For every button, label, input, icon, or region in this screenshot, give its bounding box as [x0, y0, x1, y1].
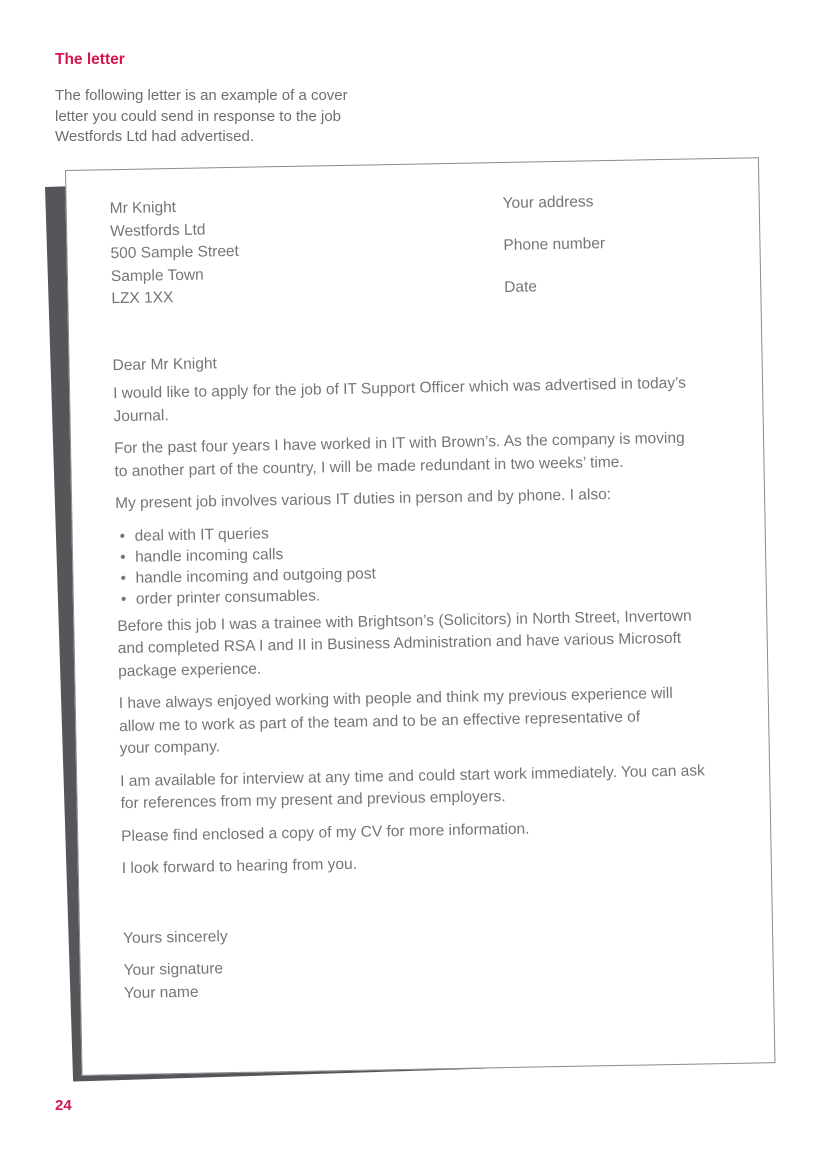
paragraph [122, 847, 741, 881]
paragraph-line: to another part of the country, I will be made redundant in two weeks’ time. [114, 453, 624, 480]
paragraph-line: I would like to apply for the job of IT Support Officer which was advertised in today’s [112, 374, 687, 403]
paragraph [117, 604, 737, 683]
bullet-item: • handle incoming calls [120, 535, 735, 567]
paragraph [114, 427, 734, 483]
paragraph-line: package experience. [118, 659, 262, 680]
paragraph-line: Before this job I was a trainee with Brightson’s (Solicitors) in North Street, Invertown [117, 607, 692, 635]
closing: Yours sincerely [122, 927, 228, 947]
recipient-line: Mr Knight [109, 198, 177, 218]
name-placeholder: Your name [123, 983, 199, 1002]
bullet-item: • handle incoming and outgoing post [120, 556, 735, 588]
paragraph-line: your company. [119, 738, 221, 758]
recipient-line: Westfords Ltd [109, 220, 206, 240]
paragraph [113, 372, 733, 428]
paragraph-line: I look forward to hearing from you. [121, 855, 358, 878]
sender-date-placeholder: Date [504, 278, 538, 296]
paragraph-line: Please find enclosed a copy of my CV for more information. [121, 820, 530, 845]
paragraph-line: for references from my present and previous employers. [120, 788, 506, 813]
paragraph-line: I have always enjoyed working with people and think my previous experience will [118, 684, 673, 713]
paragraph [120, 759, 740, 815]
sender-placeholder-block [502, 191, 606, 319]
salutation: Dear Mr Knight [112, 354, 217, 374]
bullet-item: • order printer consumables. [121, 577, 736, 609]
paragraph-line: allow me to work as part of the team and to be an effective representative of [119, 708, 641, 735]
intro-paragraph [55, 86, 348, 148]
intro-line: The following letter is an example of a cover [55, 87, 348, 104]
section-heading: The letter [55, 51, 125, 68]
recipient-line: LZX 1XX [111, 289, 174, 308]
paragraph [119, 682, 739, 761]
paragraph-line: Journal. [113, 406, 169, 425]
letter-sheet [65, 157, 775, 1076]
paragraph-line: For the past four years I have worked in IT with Brown’s. As the company is moving [113, 429, 685, 458]
signature-block [123, 949, 743, 1005]
letter-content [66, 158, 774, 1075]
duties-bullet-list [120, 514, 736, 609]
recipient-line: 500 Sample Street [110, 242, 240, 263]
paragraph [115, 482, 734, 516]
recipient-line: Sample Town [110, 265, 204, 285]
bullet-item: • deal with IT queries [120, 514, 735, 546]
paragraph-line: My present job involves various IT duties in person and by phone. I also: [114, 486, 612, 513]
paragraph-line: I am available for interview at any time and could start work immediately. You can ask [120, 761, 705, 790]
sender-phone-placeholder: Phone number [503, 235, 606, 254]
page-number: 24 [55, 1097, 72, 1114]
intro-line: Westfords Ltd had advertised. [55, 128, 254, 145]
intro-line: letter you could send in response to the job [55, 107, 342, 125]
signature-placeholder: Your signature [123, 960, 224, 980]
paragraph [121, 814, 740, 848]
recipient-address-block [110, 187, 731, 311]
sender-address-placeholder: Your address [502, 193, 594, 212]
paragraph-line: and completed RSA I and II in Business Administration and have various Microsoft [117, 629, 682, 658]
